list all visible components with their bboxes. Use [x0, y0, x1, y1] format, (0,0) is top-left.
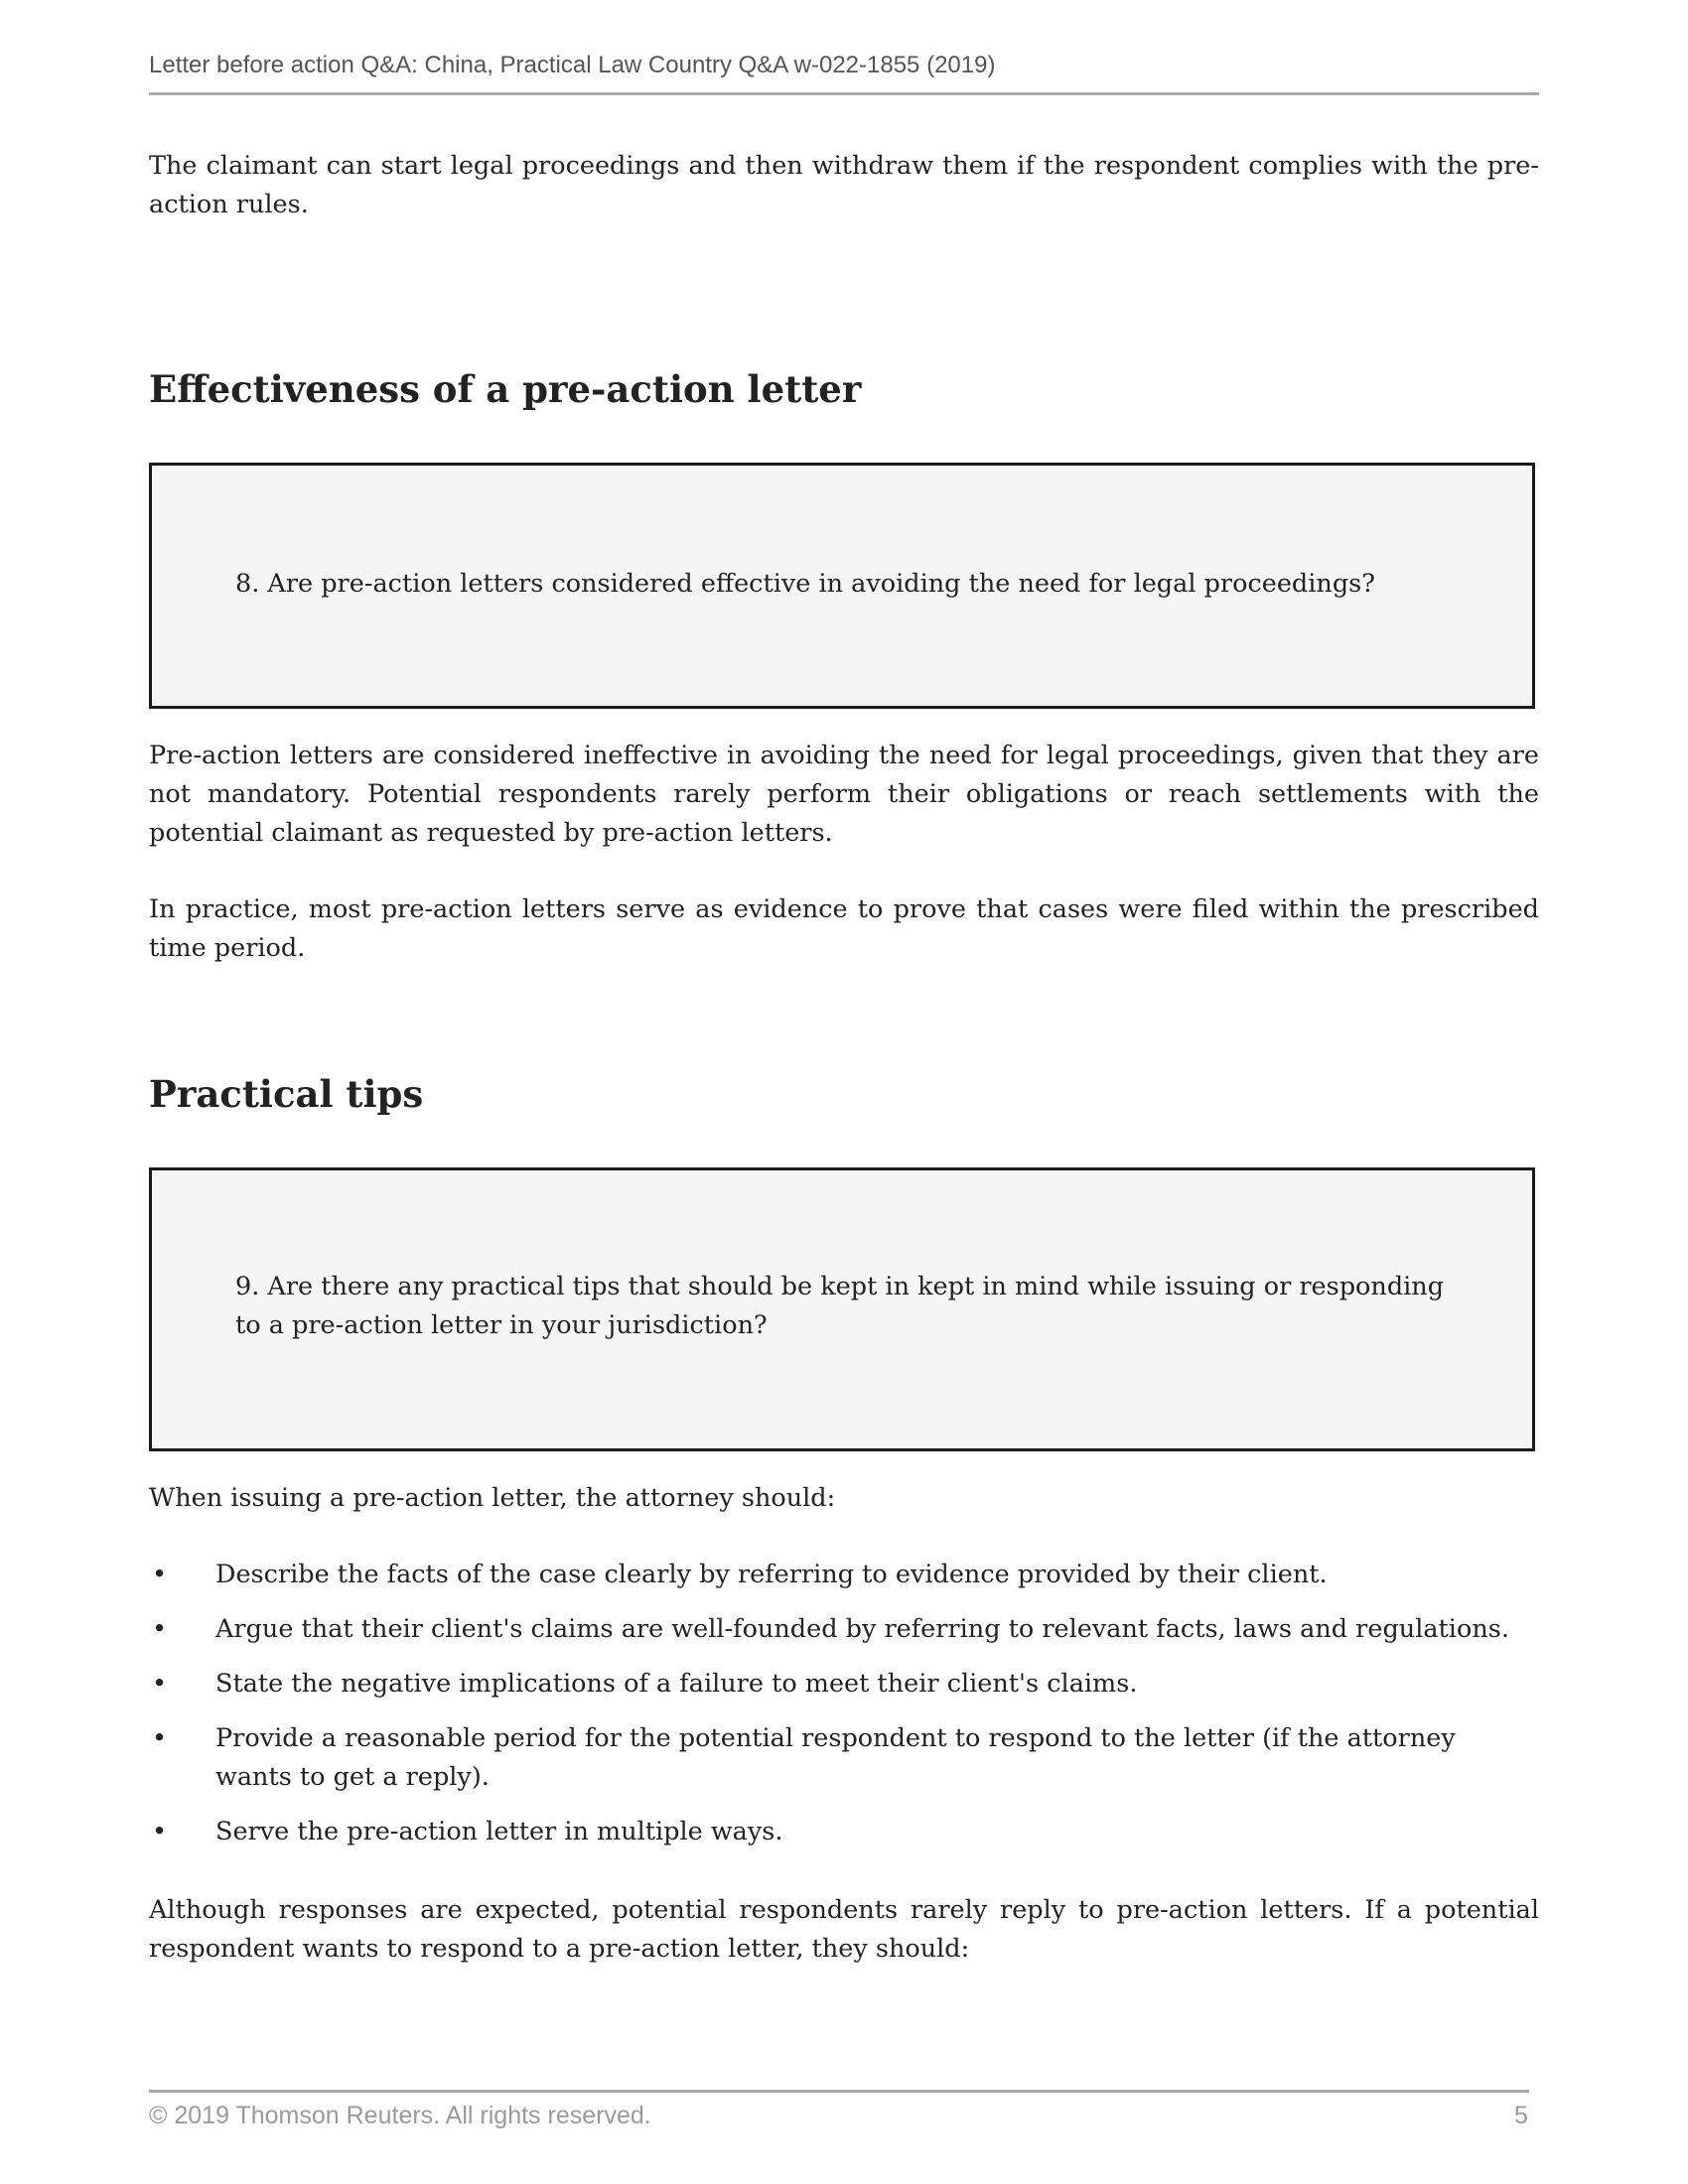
effectiveness-paragraph-2: In practice, most pre-action letters serve as evidence to prove that cases were filed within the prescribed time period.: [149, 894, 1539, 963]
list-intro: When issuing a pre-action letter, the attorney should:: [149, 1483, 836, 1513]
section-heading-practical-tips: Practical tips: [149, 1072, 424, 1116]
list-item-text: Argue that their client's claims are well-founded by referring to relevant facts, laws and regulations.: [215, 1614, 1509, 1644]
question-9-text: 9. Are there any practical tips that should be kept in kept in mind while issuing or responding to a pre-action letter in your jurisdiction?: [235, 1272, 1445, 1340]
section-heading-effectiveness: Effectiveness of a pre-action letter: [149, 367, 862, 411]
list-item: [149, 1719, 1539, 1797]
question-8-text: 8. Are pre-action letters considered effective in avoiding the need for legal proceedings?: [235, 569, 1375, 599]
running-header: Letter before action Q&A: China, Practical Law Country Q&A w-022-1855 (2019): [149, 52, 996, 78]
bullet-icon: •: [152, 1614, 168, 1644]
page-number: 5: [1514, 2102, 1528, 2129]
footer-copyright: © 2019 Thomson Reuters. All rights reserved.: [149, 2102, 651, 2129]
list-item-text: Serve the pre-action letter in multiple ways.: [215, 1817, 783, 1846]
intro-paragraph: The claimant can start legal proceedings and then withdraw them if the respondent complies with the pre-action rules.: [149, 151, 1539, 219]
list-item-text: Provide a reasonable period for the potential respondent to respond to the letter (if the attorney wants to get a reply).: [215, 1723, 1456, 1792]
effectiveness-paragraph-1: Pre-action letters are considered ineffective in avoiding the need for legal proceedings, given that they are not mandatory. Potential respondents rarely perform their obligations or reach settlements with the potential claimant as requested by pre-action letters.: [149, 741, 1539, 848]
header-divider: [149, 92, 1539, 95]
question-box-9: [149, 1167, 1535, 1451]
list-item: [149, 1665, 1539, 1704]
closing-paragraph: Although responses are expected, potential respondents rarely reply to pre-action letters. If a potential respondent wants to respond to a pre-action letter, they should:: [149, 1895, 1539, 1964]
list-item: [149, 1610, 1539, 1649]
list-item: [149, 1556, 1539, 1594]
bullet-icon: •: [152, 1723, 168, 1753]
list-item-text: State the negative implications of a failure to meet their client's claims.: [215, 1669, 1138, 1699]
list-item: [149, 1813, 1539, 1851]
bullet-icon: •: [152, 1817, 168, 1846]
bullet-icon: •: [152, 1560, 168, 1589]
attorney-tips-list: [149, 1556, 1539, 1867]
list-item-text: Describe the facts of the case clearly by referring to evidence provided by their client.: [215, 1560, 1328, 1589]
footer-divider: [149, 2090, 1529, 2093]
question-box-8: [149, 463, 1535, 709]
bullet-icon: •: [152, 1669, 168, 1699]
